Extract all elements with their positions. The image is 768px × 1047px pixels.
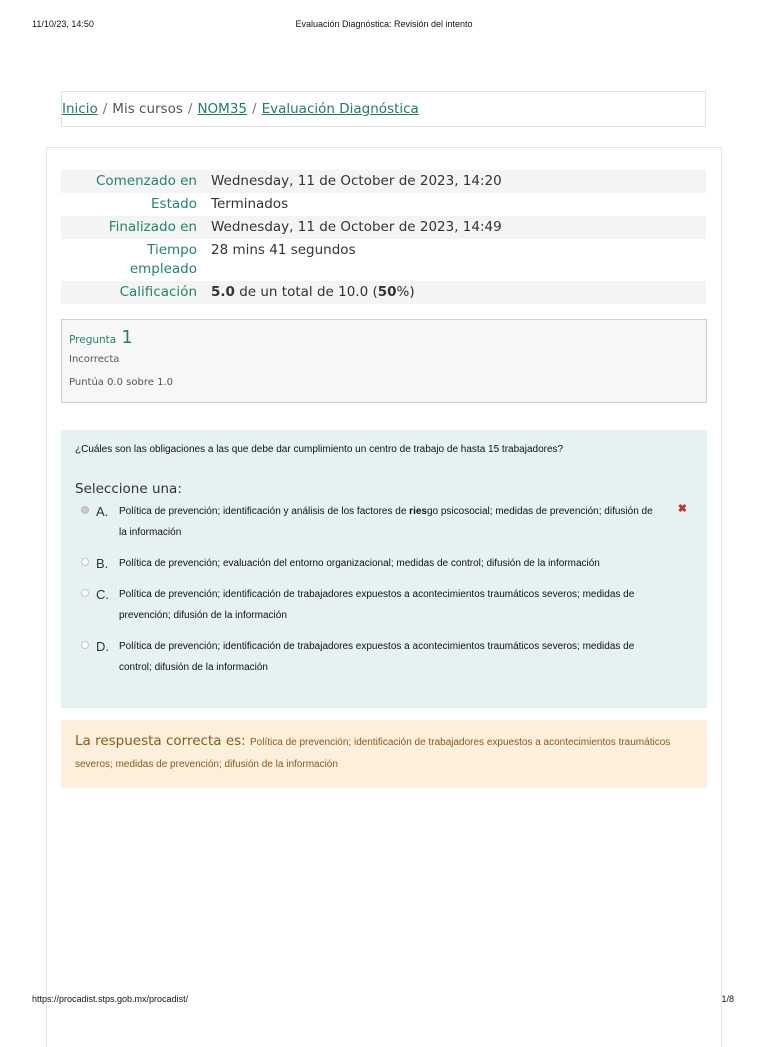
feedback-answer: Política de prevención; identificación de trabajadores expuestos a acontecimientos traumáticos severos; medidas de prevención; difusión de la información [75, 737, 671, 770]
summary-row-grade [61, 281, 706, 304]
grade-total: de un total de 10.0 ( [234, 284, 378, 300]
radio-button-b[interactable] [81, 558, 89, 566]
question-number-value: 1 [121, 327, 133, 348]
question-content [61, 430, 707, 708]
correct-answer-feedback [61, 720, 707, 788]
option-letter: B. [96, 556, 109, 571]
breadcrumb-separator: / [102, 101, 108, 117]
radio-button-a[interactable] [81, 506, 89, 514]
breadcrumb-course-link[interactable]: NOM35 [197, 101, 248, 117]
breadcrumb [61, 91, 706, 127]
breadcrumb-home-link[interactable]: Inicio [62, 101, 98, 117]
summary-row-started [61, 170, 706, 193]
finished-label: Finalizado en [108, 219, 197, 235]
select-one-prompt: Seleccione una: [75, 481, 182, 497]
question-mark: Puntúa 0.0 sobre 1.0 [69, 377, 173, 388]
started-value: Wednesday, 11 de October de 2023, 14:20 [211, 173, 502, 189]
grade-label: Calificación [119, 284, 197, 300]
option-text [119, 501, 659, 543]
time-label-line1: Tiempo [147, 242, 197, 258]
print-url: https://procadist.stps.gob.mx/procadist/ [32, 994, 189, 1004]
option-letter: A. [96, 504, 109, 519]
option-text-bold: ries [409, 506, 427, 517]
grade-value [205, 281, 706, 304]
option-text-part: Política de prevención; identificación y análisis de los factores de [119, 506, 410, 517]
print-page-number: 1/8 [721, 994, 734, 1004]
time-value: 28 mins 41 segundos [211, 242, 356, 258]
option-text: Política de prevención; evaluación del entorno organizacional; medidas de control; difusión de la información [119, 558, 600, 569]
answer-option-c[interactable] [75, 584, 693, 626]
radio-button-c[interactable] [81, 589, 89, 597]
option-text: Política de prevención; identificación de trabajadores expuestos a acontecimientos traumáticos severos; medidas de prevención; difusión de la información [119, 589, 635, 621]
print-timestamp: 11/10/23, 14:50 [32, 19, 94, 29]
answer-option-a[interactable] [75, 501, 693, 543]
radio-button-d[interactable] [81, 641, 89, 649]
state-value: Terminados [211, 196, 289, 212]
grade-percent-close: %) [396, 284, 415, 300]
option-letter: C. [96, 587, 109, 602]
question-number [69, 327, 699, 348]
started-label: Comenzado en [95, 173, 197, 189]
question-info-box [61, 319, 707, 403]
breadcrumb-quiz-link[interactable]: Evaluación Diagnóstica [261, 101, 419, 117]
summary-row-time [61, 239, 706, 281]
attempt-summary-table [61, 170, 706, 304]
option-letter: D. [96, 639, 109, 654]
option-text: Política de prevención; identificación de trabajadores expuestos a acontecimientos traumáticos severos; medidas de control; difusión de la información [119, 641, 635, 673]
question-text: ¿Cuáles son las obligaciones a las que debe dar cumplimiento un centro de trabajo de hasta 15 trabajadores? [75, 444, 564, 455]
breadcrumb-separator: / [187, 101, 193, 117]
summary-row-finished [61, 216, 706, 239]
feedback-label: La respuesta correcta es: [75, 733, 251, 749]
answer-option-d[interactable] [75, 636, 693, 678]
question-status: Incorrecta [69, 354, 120, 365]
answer-option-b[interactable] [75, 553, 693, 574]
finished-value: Wednesday, 11 de October de 2023, 14:49 [211, 219, 502, 235]
grade-percent: 50 [377, 284, 397, 300]
answer-list [75, 501, 693, 678]
breadcrumb-separator: / [252, 101, 257, 117]
print-title: Evaluación Diagnóstica: Revisión del intento [295, 19, 473, 29]
breadcrumb-my-courses: Mis cursos [112, 101, 183, 117]
summary-row-state [61, 193, 706, 216]
time-label [61, 239, 205, 281]
option-text-part: go psicosocial; medidas de prevención; difusión de la información [119, 506, 653, 538]
question-label: Pregunta [69, 334, 117, 346]
grade-score: 5.0 [211, 284, 235, 300]
state-label: Estado [151, 196, 197, 212]
time-label-line2: empleado [129, 261, 197, 277]
incorrect-icon: ✖ [677, 503, 687, 515]
